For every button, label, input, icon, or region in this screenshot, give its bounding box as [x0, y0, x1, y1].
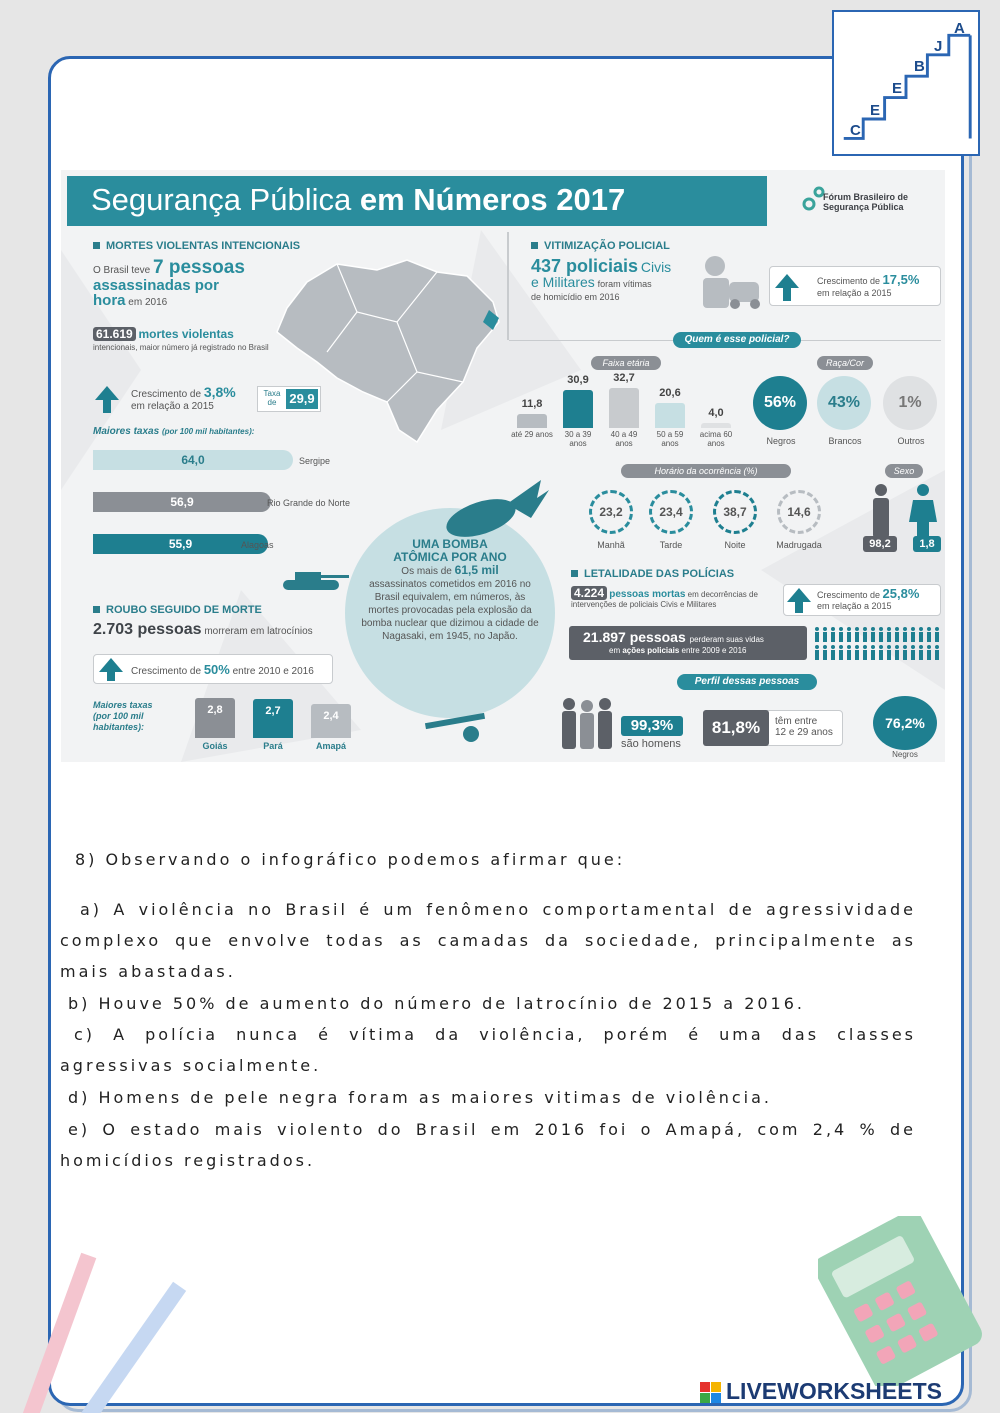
cannon-icon [421, 706, 501, 746]
bomb-icon [441, 478, 551, 538]
time-afternoon-value: 23,4 [649, 490, 693, 534]
option-a[interactable]: a) A violência no Brasil é um fenômeno comportamental de agressividade complexo que envolve todas as camadas da sociedade, principalmente as mais abastadas. [60, 900, 916, 981]
forum-logo [801, 178, 939, 224]
age-bar-label-0: até 29 anos [511, 430, 553, 439]
brazil-map [267, 252, 505, 452]
section-vitimizacao: VITIMIZAÇÃO POLICIAL [531, 240, 670, 252]
vitim-arrow-icon [775, 274, 799, 288]
time-title: Horário da ocorrência (%) [621, 464, 791, 478]
age-bar-value-2: 32,7 [613, 372, 635, 384]
mortes-bar-2: 55,9 [93, 534, 268, 554]
option-c[interactable]: c) A polícia nunca é vítima da violência, porém é uma das classes agressivas socialmente. [60, 1025, 916, 1075]
time-morning-value: 23,2 [589, 490, 633, 534]
mortes-bar-1: 56,9 [93, 492, 271, 512]
roubo-bar-value-2: 2,4 [323, 710, 339, 722]
roubo-arrow-icon [99, 658, 123, 672]
roubo-bar-state-2: Amapá [315, 741, 346, 751]
letalidade-total: 21.897 pessoas perderam suas vidas [583, 629, 764, 645]
men-label: são homens [621, 738, 681, 750]
mortes-bar-state-2: Alagoas [241, 540, 274, 550]
race-brancos-label: Brancos [828, 436, 862, 446]
race-negros-value: 56% [753, 376, 807, 430]
calculator-icon [818, 1216, 988, 1386]
mortes-bar-state-0: Sergipe [299, 456, 331, 466]
highest-rates-title: Maiores taxas (por 100 mil habitantes): [93, 426, 255, 437]
option-b[interactable]: b) Houve 50% de aumento do número de latrocínio de 2015 a 2016. [68, 994, 805, 1013]
who-pill: Quem é esse policial? [673, 332, 801, 348]
pencils-icon [10, 1240, 210, 1413]
growth-arrow-icon [95, 386, 119, 400]
sex-title: Sexo [885, 464, 923, 478]
letalidade-total-desc: em ações policiais entre 2009 e 2016 [609, 646, 747, 655]
section-roubo: ROUBO SEGUIDO DE MORTE [93, 604, 262, 616]
people-pattern-icon [813, 626, 941, 662]
age-bar-1 [563, 390, 593, 428]
section-mortes: MORTES VIOLENTAS INTENCIONAIS [93, 240, 300, 252]
leta-arrow-icon [787, 588, 811, 602]
letalidade-total-box [569, 626, 807, 660]
letalidade-number: 4.224 pessoas mortas em decorrências de intervenções de policiais Civis e Militares [571, 586, 758, 609]
leta-arrow-stem [795, 601, 803, 613]
age-bar-4 [701, 423, 731, 428]
age-bar-label-2: 40 a 49 anos [610, 430, 638, 448]
vitimizacao-number: 437 policiais Civis e Militares foram vítimas de homicídio em 2016 [531, 256, 672, 302]
logo-letter-c: C [850, 122, 861, 139]
leta-growth: Crescimento de 25,8% em relação a 2015 [817, 586, 920, 611]
roubo-arrow-stem [107, 671, 115, 681]
infographic [61, 170, 945, 762]
time-night-value: 38,7 [713, 490, 757, 534]
divider [507, 232, 509, 340]
roubo-growth: Crescimento de 50% entre 2010 e 2016 [131, 662, 314, 677]
profile-pill: Perfil dessas pessoas [677, 674, 817, 690]
age-bar-value-0: 11,8 [521, 398, 543, 410]
logo-letter-a: A [954, 20, 965, 37]
option-e[interactable]: e) O estado mais violento do Brasil em 2016 foi o Amapá, com 2,4 % de homicídios registrados. [60, 1120, 916, 1170]
age-bar-value-1: 30,9 [567, 374, 589, 386]
section-letalidade: LETALIDADE DAS POLÍCIAS [571, 568, 734, 580]
roubo-bar-value-1: 2,7 [265, 705, 281, 717]
question-title: 8) Observando o infográfico podemos afirmar que: [75, 850, 626, 869]
growth-arrow-stem [103, 399, 111, 413]
time-morning-label: Manhã [597, 540, 625, 550]
time-afternoon-label: Tarde [659, 540, 683, 550]
vitim-arrow-stem [783, 287, 791, 301]
roubo-rates-title: Maiores taxas (por 100 mil habitantes): [93, 700, 153, 732]
age-bar-label-3: 50 a 59 anos [656, 430, 684, 448]
race-outros-label: Outros [897, 436, 925, 446]
mortes-bar-state-1: Rio Grande do Norte [267, 498, 351, 508]
race-outros-value: 1% [883, 376, 937, 430]
black-profile-value: 76,2% [873, 696, 937, 750]
age-bar-2 [609, 388, 639, 428]
roubo-bar-value-0: 2,8 [207, 704, 223, 716]
sex-male-value: 98,2 [863, 536, 897, 552]
age-bar-3 [655, 403, 685, 428]
men-value: 99,3% [621, 716, 683, 736]
vitim-growth: Crescimento de 17,5% em relação a 2015 [817, 272, 920, 298]
race-brancos-value: 43% [817, 376, 871, 430]
age-bar-label-1: 30 a 39 anos [564, 430, 592, 448]
tank-icon [273, 566, 353, 596]
bomb-text: UMA BOMBA ATÔMICA POR ANO Os mais de 61,5 mil assassinatos cometidos em 2016 no Brasil equivalem, em números, às mortes provocadas pela explosão da bomba nuclear que dizimou a cidade de Nagasaki, em 1945, no Japão. [361, 537, 539, 642]
time-dawn-label: Madrugada [776, 540, 822, 550]
sex-female-value: 1,8 [913, 536, 941, 552]
logo-letter-j: J [934, 38, 943, 55]
race-negros-label: Negros [766, 436, 796, 446]
logo-letter-e2: E [892, 80, 903, 97]
police-officer-icon [693, 248, 763, 312]
time-night-label: Noite [724, 540, 746, 550]
forum-logo-icon [801, 184, 825, 214]
roubo-number: 2.703 pessoas morreram em latrocínios [93, 621, 313, 638]
liveworksheets-brand: LIVEWORKSHEETS [726, 1378, 942, 1404]
ceebja-logo [832, 10, 980, 156]
race-title: Raça/Cor [817, 356, 873, 370]
mortes-bar-0: 64,0 [93, 450, 293, 470]
age-title: Faixa etária [591, 356, 661, 370]
age-bar-value-3: 20,6 [659, 387, 681, 399]
time-dawn-value: 14,6 [777, 490, 821, 534]
infographic-title: Segurança Pública em Números 2017 [91, 182, 626, 217]
rate-label: Taxa de [263, 389, 281, 407]
age-profile-label: têm entre 12 e 29 anos [775, 716, 833, 738]
option-d[interactable]: d) Homens de pele negra foram as maiores vitimas de violência. [68, 1088, 772, 1107]
black-profile-label: Negros [892, 750, 918, 759]
mortes-intro: O Brasil teve 7 pessoas assassinadas por hora em 2016 [93, 257, 245, 309]
logo-letter-b: B [914, 58, 925, 75]
rate-value: 29,9 [286, 389, 318, 409]
mortes-total: 61.619 mortes violentas intencionais, maior número já registrado no Brasil [93, 327, 269, 352]
infographic-header [67, 176, 767, 226]
age-profile-value: 81,8% [703, 710, 769, 746]
age-bar-label-4: acima 60 anos [699, 430, 733, 448]
sex-icons [867, 482, 943, 538]
liveworksheets-logo-icon [700, 1382, 722, 1404]
men-group-icon [557, 696, 617, 752]
logo-letter-e1: E [870, 102, 881, 119]
roubo-bar-state-1: Pará [263, 741, 283, 751]
roubo-bar-state-0: Goiás [202, 741, 228, 751]
age-bar-0 [517, 414, 547, 428]
age-bar-value-4: 4,0 [708, 407, 724, 419]
mortes-growth: Crescimento de 3,8% em relação a 2015 [131, 384, 236, 412]
forum-name: Fórum Brasileiro de Segurança Pública [823, 192, 909, 212]
